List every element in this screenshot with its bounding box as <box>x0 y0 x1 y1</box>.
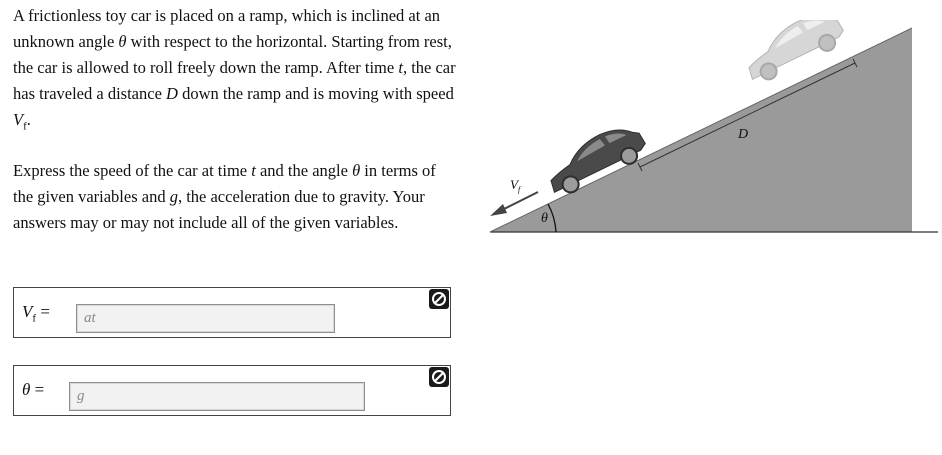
vf-label: $V_f$ = <box>22 302 50 325</box>
distance-label: D <box>738 127 749 142</box>
ramp-figure <box>480 20 940 245</box>
answer-box-theta <box>13 365 451 416</box>
clear-icon <box>429 289 449 309</box>
velocity-label: $V_f$ <box>510 177 521 194</box>
theta-label: θ = <box>22 380 45 399</box>
clear-vf-button[interactable] <box>429 289 449 309</box>
clear-icon <box>429 367 449 387</box>
clear-theta-button[interactable] <box>429 367 449 387</box>
task-instructions: Express the speed of the car at time t and the angle θ in terms of the given variables and g, the acceleration due to gravity. Your answers may or may not include all of the given variables. <box>13 161 436 232</box>
vf-input[interactable]: at <box>76 304 335 333</box>
theta-figure-label: θ <box>541 211 548 226</box>
theta-input[interactable]: g <box>69 382 365 411</box>
problem-statement: A frictionless toy car is placed on a ramp, which is inclined at an unknown angle θ with respect to the horizontal. Starting from rest, the car is allowed to roll freely down the ramp. After time t, the car has traveled a distance D down the ramp and is moving with speed $V_f$. <box>13 6 456 133</box>
answer-box-vf <box>13 287 451 338</box>
